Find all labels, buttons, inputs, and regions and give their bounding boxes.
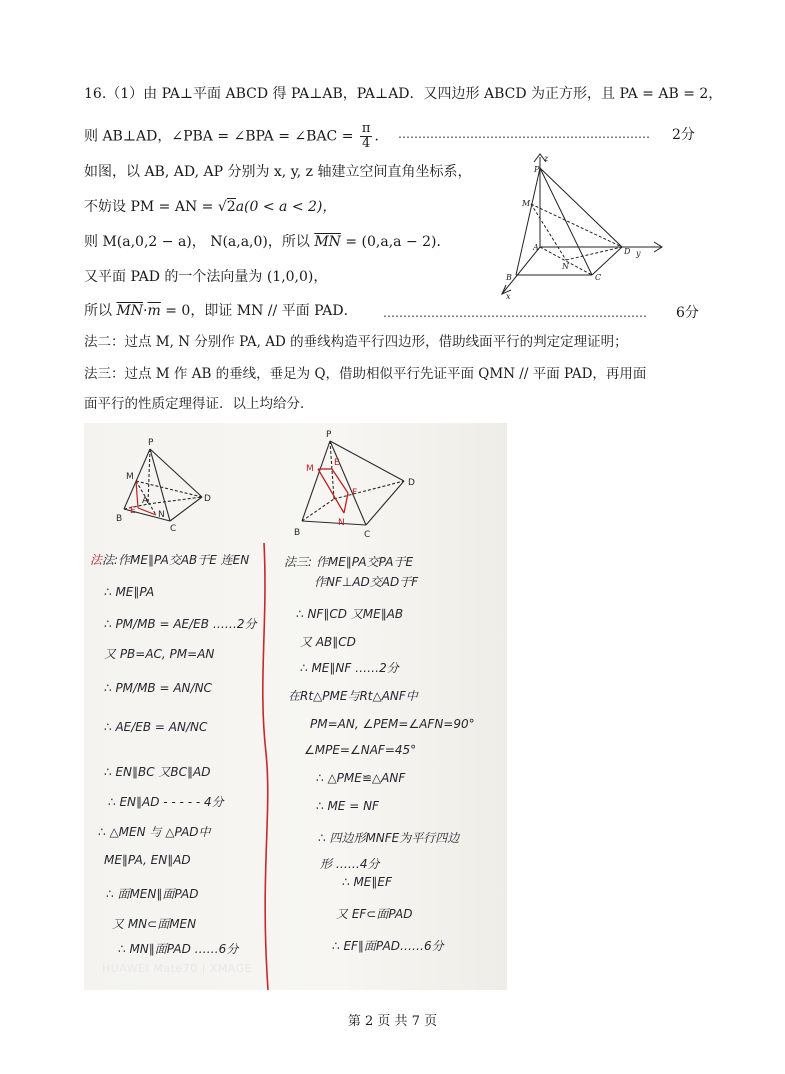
- hw-right-line-9: ∴ △PME≌△ANF: [316, 771, 406, 785]
- figure-label-x: x: [506, 292, 511, 301]
- edge-PC: [540, 168, 592, 275]
- solution-line-1: 16.（1）由 PA⊥平面 ABCD 得 PA⊥AB，PA⊥AD．又四边形 ABCD 为正方形，且 PA = AB = 2，: [84, 86, 723, 102]
- edge-PB: [516, 168, 540, 275]
- line-ND: [566, 247, 622, 260]
- hw-left-line-10: ME∥PA, EN∥AD: [104, 853, 191, 867]
- sketch-r-label-B: B: [294, 528, 301, 538]
- figure-label-z: z: [544, 154, 549, 163]
- edge-CD: [592, 247, 622, 275]
- edge-PD: [540, 168, 622, 247]
- hw-left-line-9: ∴ △MEN 与 △PAD中: [98, 825, 211, 839]
- solution-line-6: 又平面 PAD 的一个法向量为 (1,0,0)，: [84, 269, 328, 285]
- sketch-l-label-P: P: [148, 438, 154, 448]
- sketch-l-label-E: E: [130, 506, 136, 516]
- figure-label-M: M: [522, 199, 531, 208]
- hw-right-line-8: ∠MPE=∠NAF=45°: [304, 743, 417, 757]
- hw-left-line-12: 又 MN⊂面MEN: [112, 917, 197, 931]
- sketch-r-label-P: P: [326, 430, 332, 440]
- score-2-points: 2分: [672, 127, 695, 143]
- score-leader-2: …………………………………………………………: [383, 306, 647, 320]
- solution-line-7: 所以 $\overline{MN}\cdot\overline{m} = 0$，即证 MN // 平面 PAD．: [84, 303, 358, 319]
- hw-left-line-4: 又 PB=AC, PM=AN: [104, 647, 215, 661]
- sketch-r-label-D: D: [408, 478, 415, 488]
- hw-right-line-5: ∴ ME∥NF ……2分: [300, 661, 399, 675]
- solution-line-3: 如图，以 AB, AD, AP 分别为 x, y, z 轴建立空间直角坐标系，: [84, 164, 472, 180]
- hw-right-line-3: ∴ NF∥CD 又ME∥AB: [296, 607, 404, 621]
- sketch-l-label-C: C: [170, 524, 177, 534]
- hw-left-line-7: ∴ EN∥BC 又BC∥AD: [104, 765, 211, 779]
- sketch-l-label-D: D: [204, 494, 211, 504]
- hw-left-line-2: ∴ ME∥PA: [104, 585, 155, 599]
- hw-right-line-12: 形 ……4分: [320, 857, 380, 871]
- hw-right-line-15: ∴ EF∥面PAD……6分: [332, 939, 444, 953]
- method-3-text-a: 法三：过点 M 作 AB 的垂线，垂足为 Q，借助相似平行先证平面 QMN // 平面 PAD，再用面: [84, 366, 647, 382]
- left-pyramid-sketch: [104, 429, 234, 539]
- hw-right-line-6: 在Rt△PME与Rt△ANF中: [288, 689, 418, 703]
- hw-left-line-3: ∴ PM/MB = AE/EB ……2分: [104, 617, 257, 631]
- hw-right-line-1: 法三: 作ME∥PA交PA于E: [284, 555, 414, 569]
- hw-left-line-5: ∴ PM/MB = AN/NC: [104, 681, 212, 695]
- score-6-points: 6分: [676, 305, 699, 321]
- hw-left-line-13: ∴ MN∥面PAD ……6分: [118, 942, 239, 956]
- hw-right-line-7: PM=AN, ∠PEM=∠AFN=90°: [310, 717, 475, 731]
- sketch-l-label-N: N: [158, 510, 165, 520]
- handwritten-answer-photo: [84, 423, 507, 990]
- sketch-r-label-F: F: [352, 488, 358, 498]
- page-footer: 第 2 页 共 7 页: [347, 1014, 438, 1029]
- hw-right-line-11: ∴ 四边形MNFE为平行四边: [318, 831, 460, 845]
- sketch-r-label-E: E: [334, 458, 340, 468]
- camera-watermark: HUAWEI Mate70 | XMAGE: [102, 962, 253, 975]
- figure-label-N: N: [562, 262, 569, 271]
- figure-label-C: C: [595, 273, 602, 282]
- hw-left-line-11: ∴ 面MEN∥面PAD: [106, 887, 199, 901]
- solution-line-2: 则 AB⊥AD，∠PBA = ∠BPA = ∠BAC = $\frac{\pi}{4}$ ．: [84, 121, 389, 151]
- sketch-r-label-C: C: [364, 530, 371, 540]
- hw-right-line-13: ∴ ME∥EF: [342, 875, 392, 889]
- right-pyramid-sketch: [290, 425, 430, 543]
- hw-left-line-8: ∴ EN∥AD - - - - - 4分: [108, 795, 224, 809]
- figure-label-A: A: [533, 243, 539, 252]
- hw-left-line-1: 法法:作ME∥PA交AB于E 连EN: [90, 553, 250, 567]
- pi-over-4-fraction: $\frac{\pi}{4}$: [361, 121, 371, 151]
- sketch-l-label-B: B: [116, 514, 123, 524]
- red-divider-line: [254, 543, 284, 990]
- figure-label-D: D: [624, 247, 631, 256]
- coordinate-pyramid-figure: [494, 152, 674, 302]
- solution-line-5: 则 M(a,0,2 − a)， N(a,a,0)，所以 $\overline{MN} = (0,a,a - 2)$．: [84, 234, 451, 250]
- sketch-l-label-M: M: [126, 472, 134, 482]
- hw-right-line-4: 又 AB∥CD: [300, 635, 356, 649]
- solution-line-4: 不妨设 PM = AN = √2a(0 < a < 2)，: [84, 199, 337, 215]
- score-leader-1: ………………………………………………………: [398, 127, 650, 141]
- method-2-text: 法二：过点 M, N 分别作 PA, AD 的垂线构造平行四边形，借助线面平行的判定定理证明；: [84, 334, 628, 350]
- figure-label-P: P: [534, 165, 540, 174]
- figure-label-y: y: [636, 249, 641, 258]
- figure-label-B: B: [506, 273, 512, 282]
- method-3-text-b: 面平行的性质定理得证．以上均给分．: [84, 396, 314, 412]
- sketch-r-label-N: N: [338, 518, 345, 528]
- sketch-r-label-M: M: [306, 464, 314, 474]
- sketch-l-label-A: A: [142, 496, 149, 506]
- hw-right-line-2: 作NF⊥AD交AD于F: [314, 575, 419, 589]
- hw-left-line-6: ∴ AE/EB = AN/NC: [104, 720, 208, 734]
- hw-right-line-14: 又 EF⊂面PAD: [336, 907, 413, 921]
- hw-right-line-10: ∴ ME = NF: [316, 799, 379, 813]
